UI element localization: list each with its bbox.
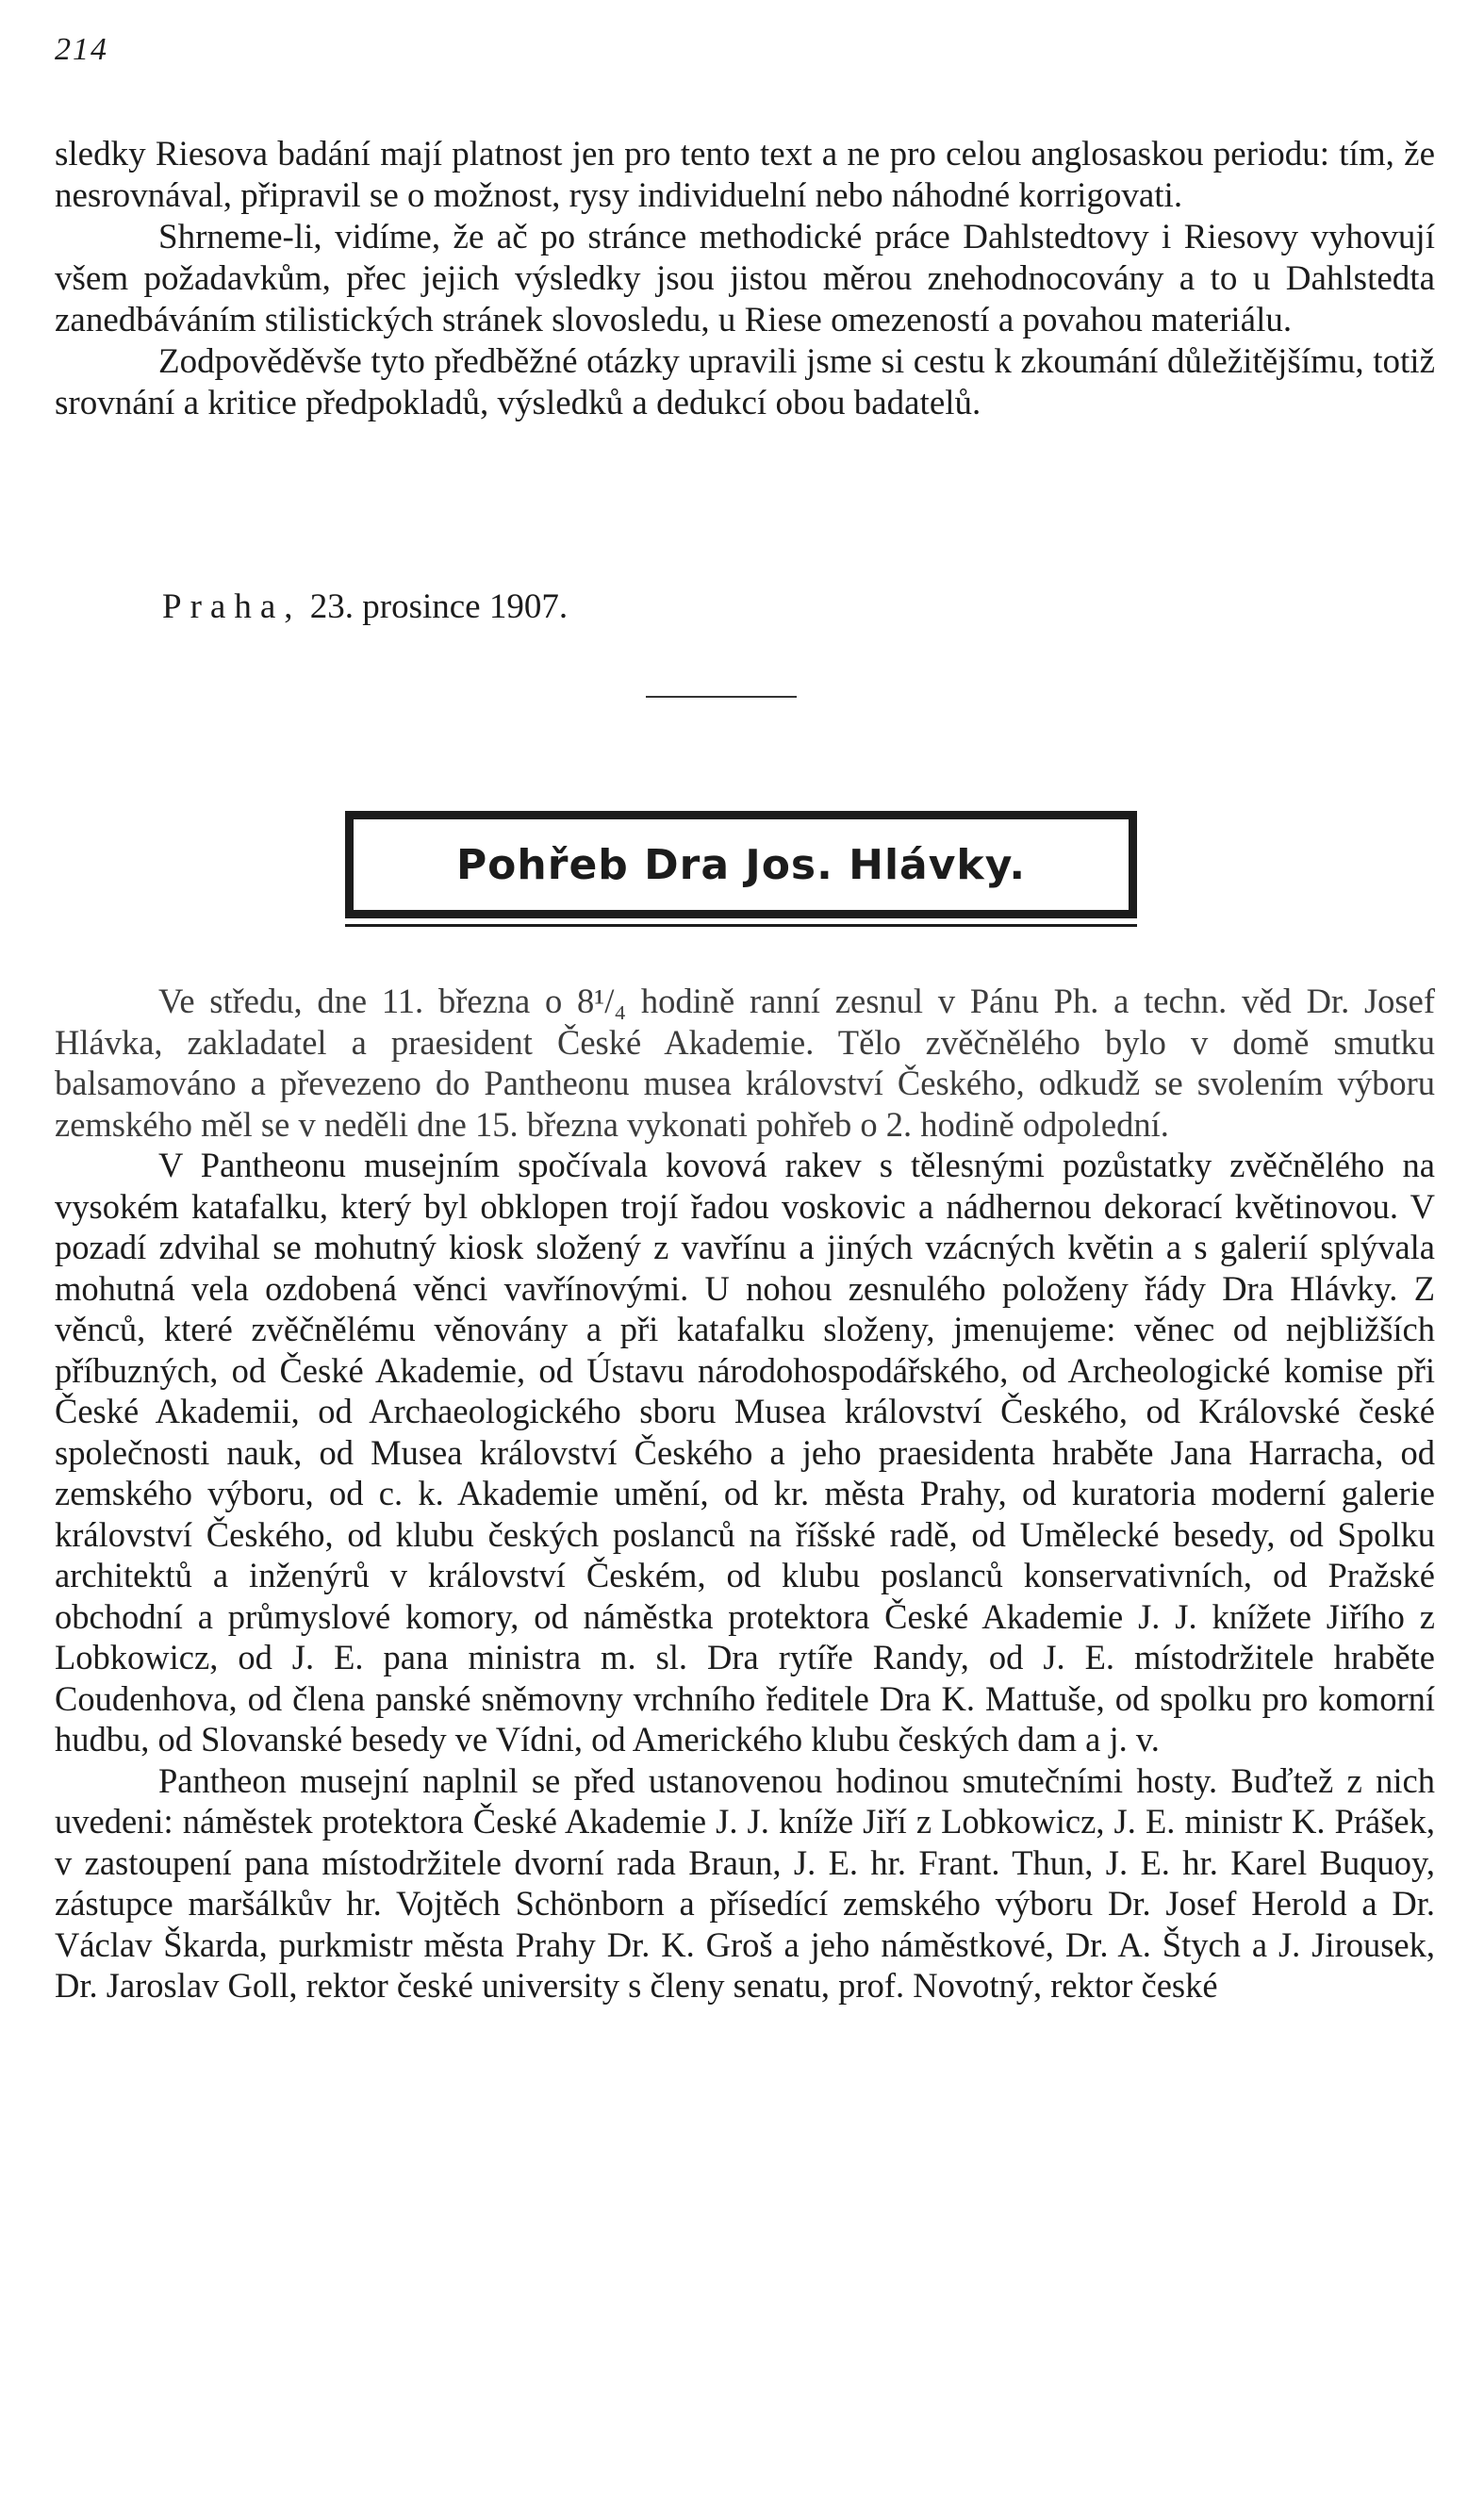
page-number: 214 xyxy=(55,32,108,67)
intro-paragraph-1: sledky Riesova badání mají platnost jen pro tento text a ne pro celou anglosaskou periodu: tím, že nesrovnával, připravil se o možnost, rysy individuelní nebo náhodné korrigovati. xyxy=(55,135,1435,215)
article-headline: Pohřeb Dra Jos. Hlávky. xyxy=(455,840,1027,889)
article-paragraph-1: Ve středu, dne 11. března o 8¹/₄ hodině ranní zesnul v Pánu Ph. a techn. věd Dr. Josef Hlávka, zakladatel a praesident České Akademie. Tělo zvěčnělého bylo v domě smutku balsamováno a převezeno do Pantheonu musea království Českého, odkudž se svolením výboru zemského měl se v neděli dne 15. března vykonati pohřeb o 2. hodině odpolední. xyxy=(55,982,1435,1144)
signature-date: 23. prosince 1907. xyxy=(309,587,569,626)
article-headline-box xyxy=(345,811,1137,918)
article-body xyxy=(55,981,1435,2006)
intro-paragraph-2: Shrneme-li, vidíme, že ač po stránce methodické práce Dahlstedtovy i Riesovy vyhovují všem požadavkům, přec jejich výsledky jsou jistou měrou znehodnocovány a to u Dahlstedta zanedbáváním stilistických stránek slovosledu, u Riese omezeností a povahou materiálu. xyxy=(55,218,1435,339)
intro-text xyxy=(55,134,1435,424)
intro-paragraph-3: Zodpověděvše tyto předběžné otázky upravili jsme si cestu k zkoumání důležitějšímu, totiž srovnání a kritice předpokladů, výsledků a dedukcí obou badatelů. xyxy=(55,342,1435,422)
signature-place: Praha, xyxy=(162,587,302,626)
section-separator xyxy=(646,696,797,698)
article-paragraph-3: Pantheon musejní naplnil se před ustanovenou hodinou smutečními hosty. Buďtež z nich uvedeni: náměstek protektora České Akademie J. J. kníže Jiří z Lobkowicz, J. E. ministr K. Prášek, v zastoupení pana místodržitele dvorní rada Braun, J. E. hr. Frant. Thun, J. E. hr. Karel Buquoy, zástupce maršálkův hr. Vojtěch Schönborn a přísedící zemského výboru Dr. Josef Herold a Dr. Václav Škarda, purkmistr města Prahy Dr. K. Groš a jeho náměstkové, Dr. A. Štych a J. Jirousek, Dr. Jaroslav Goll, rektor české university s členy senatu, prof. Novotný, rektor české xyxy=(55,1760,1435,2005)
signature xyxy=(162,586,568,628)
article-paragraph-2: V Pantheonu musejním spočívala kovová rakev s tělesnými pozůstatky zvěčnělého na vysokém katafalku, který byl obklopen trojí řadou voskovic a nádhernou dekorací květinovou. V pozadí zdvihal se mohutný kiosk složený z vavřínu a jiných vzácných květin a s galerií splývala mohutná vela ozdobená věnci vavřínovými. U nohou zesnulého položeny řády Dra Hlávky. Z věnců, které zvěčnělému věnovány a při katafalku složeny, jmenujeme: věnec od nejbližších příbuzných, od České Akademie, od Ústavu národohospodářského, od Archeologické komise při České Akademii, od Archaeologického sboru Musea království Českého, od Královské české společnosti nauk, od Musea království Českého a jeho praesidenta hraběte Jana Harracha, od zemského výboru, od c. k. Akademie umění, od kr. města Prahy, od kuratoria moderní galerie království Českého, od klubu českých poslanců na říšské radě, od Umělecké besedy, od Spolku architektů a inženýrů v království Českém, od klubu poslanců konservativních, od Pražské obchodní a průmyslové komory, od náměstka protektora České Akademie J. J. knížete Jiřího z Lobkowicz, od J. E. pana ministra m. sl. Dra rytíře Randy, od J. E. místodržitele hraběte Coudenhova, od člena panské sněmovny vrchního ředitele Dra K. Mattuše, od spolku pro komorní hudbu, od Slovanské besedy ve Vídni, od Amerického klubu českých dam a j. v. xyxy=(55,1146,1435,1759)
